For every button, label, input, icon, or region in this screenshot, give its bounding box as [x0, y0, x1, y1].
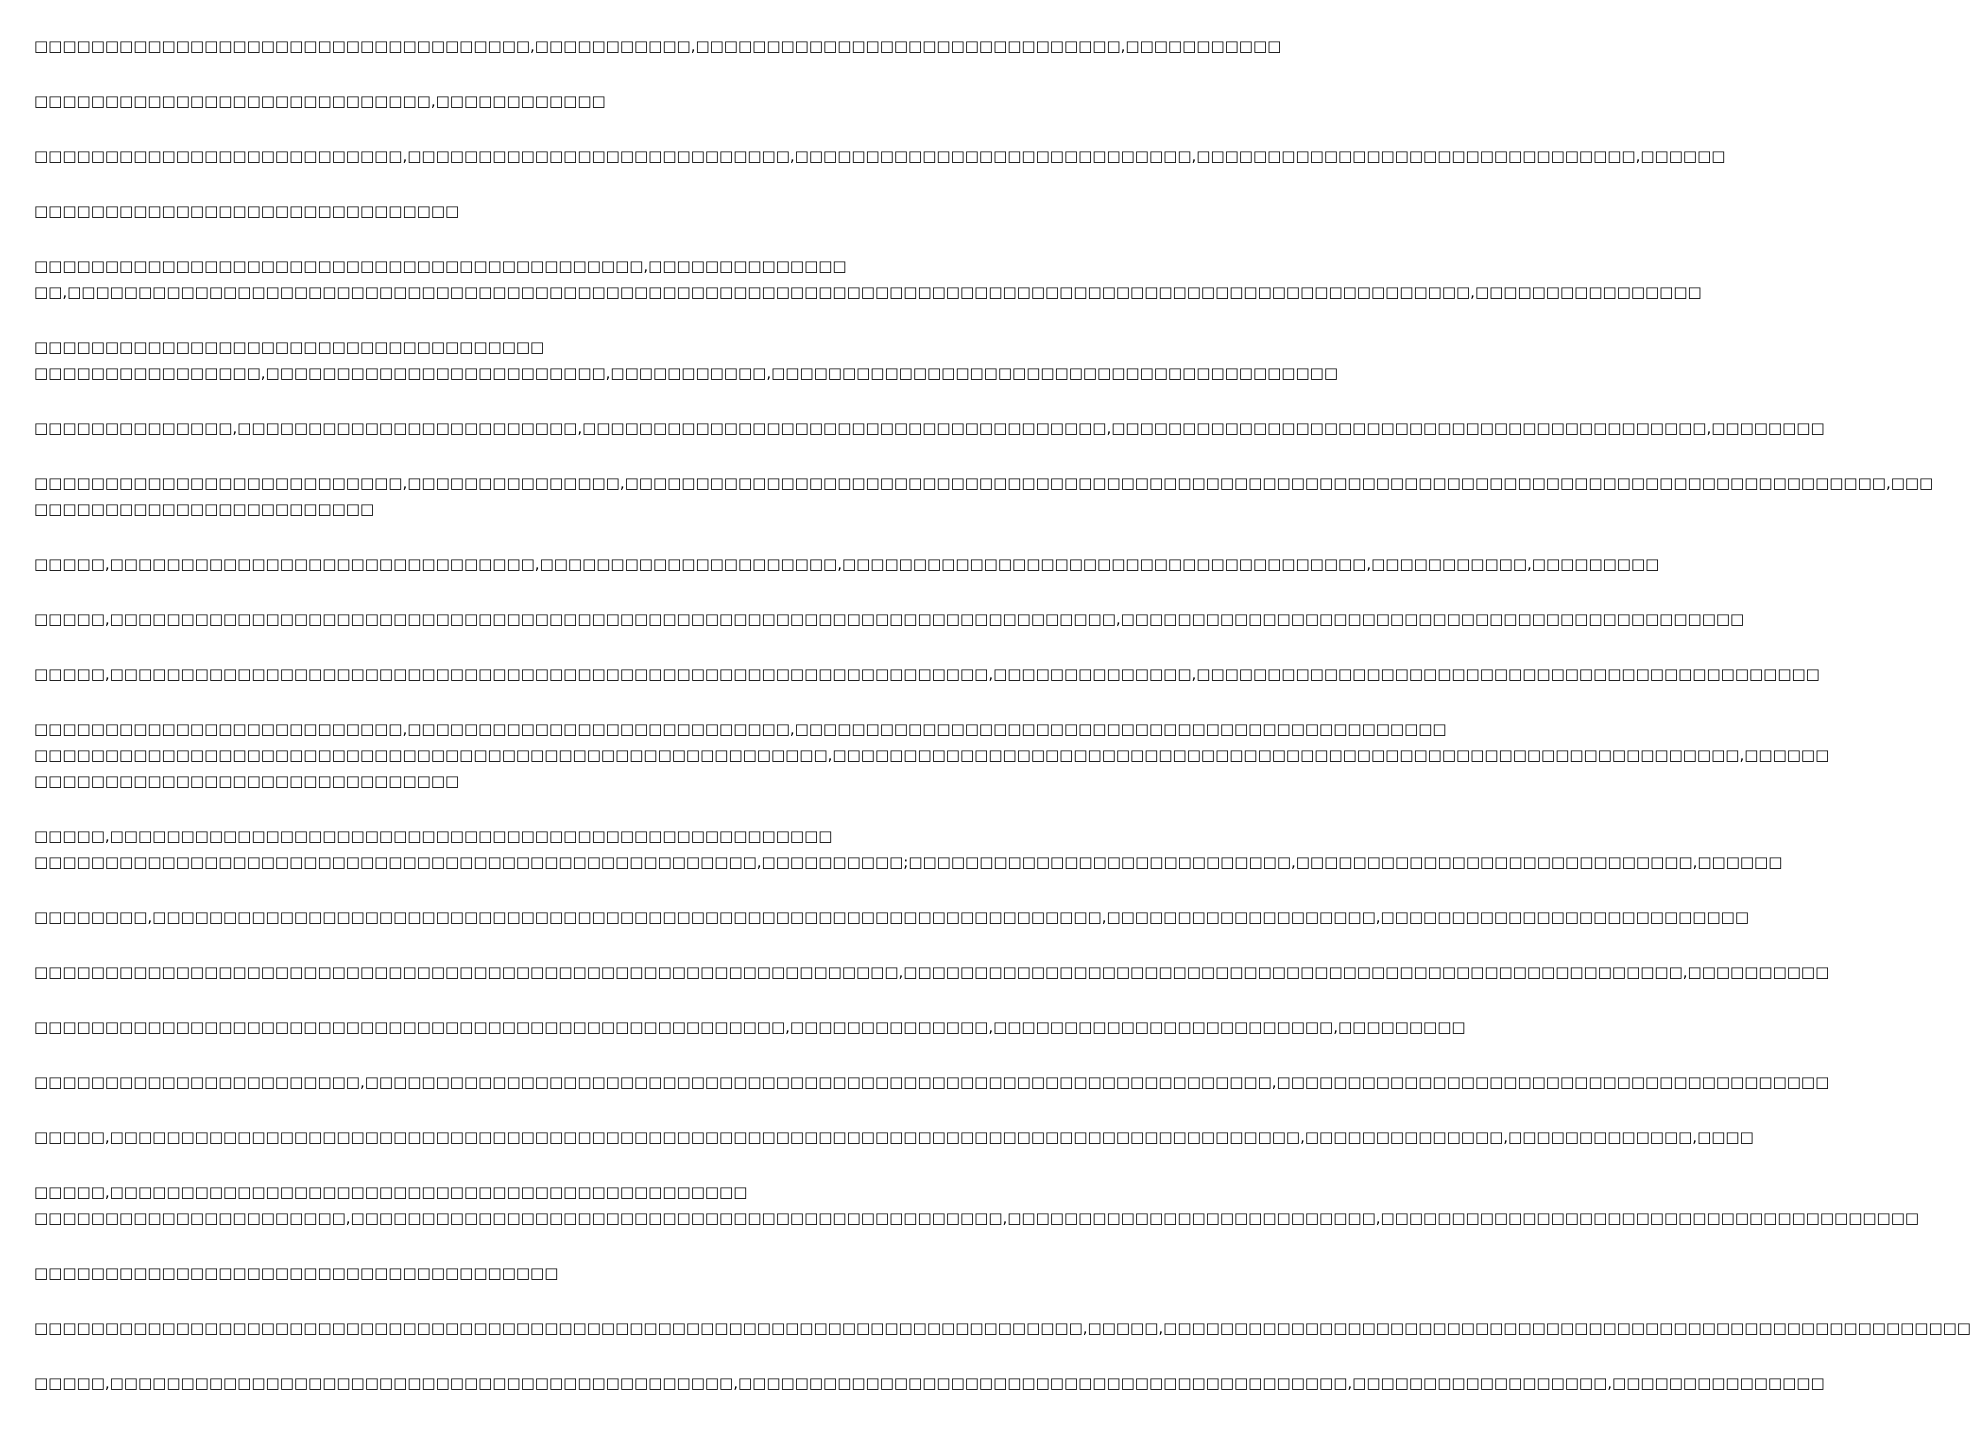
paragraph-12-line-1: □□□□□□□□□□□□□□□□□□□□□□□□□□,□□□□□□□□□□□□□□□□□□□□□□□□□□□,□□□□□□□□□□□□□□□□□□□□□□□□□□□□□□□□□□□□□□□□□□□□□□: [34, 720, 1447, 738]
paragraph-16: □□□□□□□□□□□□□□□□□□□□□□□□□□□□□□□□□□□□□□□□□□□□□□□□□□□□□,□□□□□□□□□□□□□□,□□□□□□□□□□□□□□□□□□□□□□□□,□□□□□□□□□: [34, 1018, 1466, 1036]
paragraph-7: □□□□□□□□□□□□□□,□□□□□□□□□□□□□□□□□□□□□□□□,□□□□□□□□□□□□□□□□□□□□□□□□□□□□□□□□□□□□□,□□□□□□□□□□□□□□□□□□□□□□□□□□□□□□□□□□□□□□□□□□,□□□□□□□□: [34, 419, 1825, 437]
paragraph-6-line-2: □□□□□□□□□□□□□□□□,□□□□□□□□□□□□□□□□□□□□□□□□,□□□□□□□□□□□,□□□□□□□□□□□□□□□□□□□□□□□□□□□□□□□□□□□□□□□□: [34, 364, 1338, 382]
paragraph-15: □□□□□□□□□□□□□□□□□□□□□□□□□□□□□□□□□□□□□□□□□□□□□□□□□□□□□□□□□□□□□,□□□□□□□□□□□□□□□□□□□□□□□□□□□□□□□□□□□□□□□□□□□□□□□□□□□□□□□,□□□□□□□□□□: [34, 963, 1830, 981]
paragraph-17: □□□□□□□□□□□□□□□□□□□□□□□,□□□□□□□□□□□□□□□□□□□□□□□□□□□□□□□□□□□□□□□□□□□□□□□□□□□□□□□□□□□□□□□□,□□□□□□□□□□□□□□□□□□□□□□□□□□□□□□□□□□□□□□□: [34, 1073, 1830, 1091]
paragraph-5-line-1: □□□□□□□□□□□□□□□□□□□□□□□□□□□□□□□□□□□□□□□□□□□,□□□□□□□□□□□□□□: [34, 257, 847, 275]
paragraph-1: □□□□□□□□□□□□□□□□□□□□□□□□□□□□□□□□□□□,□□□□□□□□□□□,□□□□□□□□□□□□□□□□□□□□□□□□□□□□□□,□□□□□□□□□□□: [34, 37, 1282, 55]
paragraph-19-line-1: □□□□□,□□□□□□□□□□□□□□□□□□□□□□□□□□□□□□□□□□□□□□□□□□□□□: [34, 1183, 748, 1201]
paragraph-9: □□□□□,□□□□□□□□□□□□□□□□□□□□□□□□□□□□□□,□□□□□□□□□□□□□□□□□□□□□,□□□□□□□□□□□□□□□□□□□□□□□□□□□□□□□□□□□□□,□□□□□□□□□□□,□□□□□□□□□: [34, 555, 1660, 573]
paragraph-8-line-2: □□□□□□□□□□□□□□□□□□□□□□□□: [34, 500, 375, 518]
paragraph-12-line-2: □□□□□□□□□□□□□□□□□□□□□□□□□□□□□□□□□□□□□□□□□□□□□□□□□□□□□□□□,□□□□□□□□□□□□□□□□□□□□□□□□□□□□□□□□□□□□□□□□□□□□□□□□□□□□□□□□□□□□□□□□,□□□□□□: [34, 746, 1830, 764]
paragraph-20: □□□□□□□□□□□□□□□□□□□□□□□□□□□□□□□□□□□□□: [34, 1264, 559, 1282]
paragraph-3: □□□□□□□□□□□□□□□□□□□□□□□□□□,□□□□□□□□□□□□□□□□□□□□□□□□□□□,□□□□□□□□□□□□□□□□□□□□□□□□□□□□,□□□□□□□□□□□□□□□□□□□□□□□□□□□□□□□,□□□□□□: [34, 147, 1726, 165]
paragraph-12-line-3: □□□□□□□□□□□□□□□□□□□□□□□□□□□□□□: [34, 772, 460, 790]
paragraph-21: □□□□□□□□□□□□□□□□□□□□□□□□□□□□□□□□□□□□□□□□□□□□□□□□□□□□□□□□□□□□□□□□□□□□□□□□□□,□□□□□,□□□□□□□□□□□□□□□□□□□□□□□□□□□□□□□□□□□□□□□□□□□□□□□□□□□□□□□□□: [34, 1319, 1971, 1337]
paragraph-13-line-1: □□□□□,□□□□□□□□□□□□□□□□□□□□□□□□□□□□□□□□□□□□□□□□□□□□□□□□□□□: [34, 827, 833, 845]
paragraph-19-line-2: □□□□□□□□□□□□□□□□□□□□□□,□□□□□□□□□□□□□□□□□□□□□□□□□□□□□□□□□□□□□□□□□□□□□□,□□□□□□□□□□□□□□□□□□□□□□□□□□,□□□□□□□□□□□□□□□□□□□□□□□□□□□□□□□□□□□□□□: [34, 1209, 1920, 1227]
paragraph-2: □□□□□□□□□□□□□□□□□□□□□□□□□□□□,□□□□□□□□□□□□: [34, 92, 606, 110]
paragraph-5-line-2: □□,□□□□□□□□□□□□□□□□□□□□□□□□□□□□□□□□□□□□□□□□□□□□□□□□□□□□□□□□□□□□□□□□□□□□□□□□□□□□□□□□□□□□□□□□□□□□□□□□□□□,□□□□□□□□□□□□□□□□: [34, 283, 1702, 301]
document-body: [34, 33, 1971, 1396]
paragraph-11: □□□□□,□□□□□□□□□□□□□□□□□□□□□□□□□□□□□□□□□□□□□□□□□□□□□□□□□□□□□□□□□□□□□□,□□□□□□□□□□□□□□,□□□□□□□□□□□□□□□□□□□□□□□□□□□□□□□□□□□□□□□□□□□□: [34, 665, 1820, 683]
paragraph-22: □□□□□,□□□□□□□□□□□□□□□□□□□□□□□□□□□□□□□□□□□□□□□□□□□□,□□□□□□□□□□□□□□□□□□□□□□□□□□□□□□□□□□□□□□□□□□□,□□□□□□□□□□□□□□□□□□,□□□□□□□□□□□□□□□: [34, 1374, 1825, 1392]
paragraph-8-line-1: □□□□□□□□□□□□□□□□□□□□□□□□□□,□□□□□□□□□□□□□□□,□□□□□□□□□□□□□□□□□□□□□□□□□□□□□□□□□□□□□□□□□□□□□□□□□□□□□□□□□□□□□□□□□□□□□□□□□□□□□□□□□□□□□□□□□,□□□: [34, 474, 1934, 492]
paragraph-18: □□□□□,□□□□□□□□□□□□□□□□□□□□□□□□□□□□□□□□□□□□□□□□□□□□□□□□□□□□□□□□□□□□□□□□□□□□□□□□□□□□□□□□□□□□,□□□□□□□□□□□□□□,□□□□□□□□□□□□□,□□□□: [34, 1128, 1754, 1146]
paragraph-13-line-2: □□□□□□□□□□□□□□□□□□□□□□□□□□□□□□□□□□□□□□□□□□□□□□□□□□□,□□□□□□□□□□;□□□□□□□□□□□□□□□□□□□□□□□□□□□,□□□□□□□□□□□□□□□□□□□□□□□□□□□□,□□□□□□: [34, 853, 1783, 871]
paragraph-4: □□□□□□□□□□□□□□□□□□□□□□□□□□□□□□: [34, 202, 460, 220]
paragraph-14: □□□□□□□□,□□□□□□□□□□□□□□□□□□□□□□□□□□□□□□□□□□□□□□□□□□□□□□□□□□□□□□□□□□□□□□□□□□□,□□□□□□□□□□□□□□□□□□□,□□□□□□□□□□□□□□□□□□□□□□□□□□: [34, 908, 1749, 926]
paragraph-10: □□□□□,□□□□□□□□□□□□□□□□□□□□□□□□□□□□□□□□□□□□□□□□□□□□□□□□□□□□□□□□□□□□□□□□□□□□□□□,□□□□□□□□□□□□□□□□□□□□□□□□□□□□□□□□□□□□□□□□□□□□: [34, 610, 1745, 628]
paragraph-6-line-1: □□□□□□□□□□□□□□□□□□□□□□□□□□□□□□□□□□□□: [34, 338, 545, 356]
